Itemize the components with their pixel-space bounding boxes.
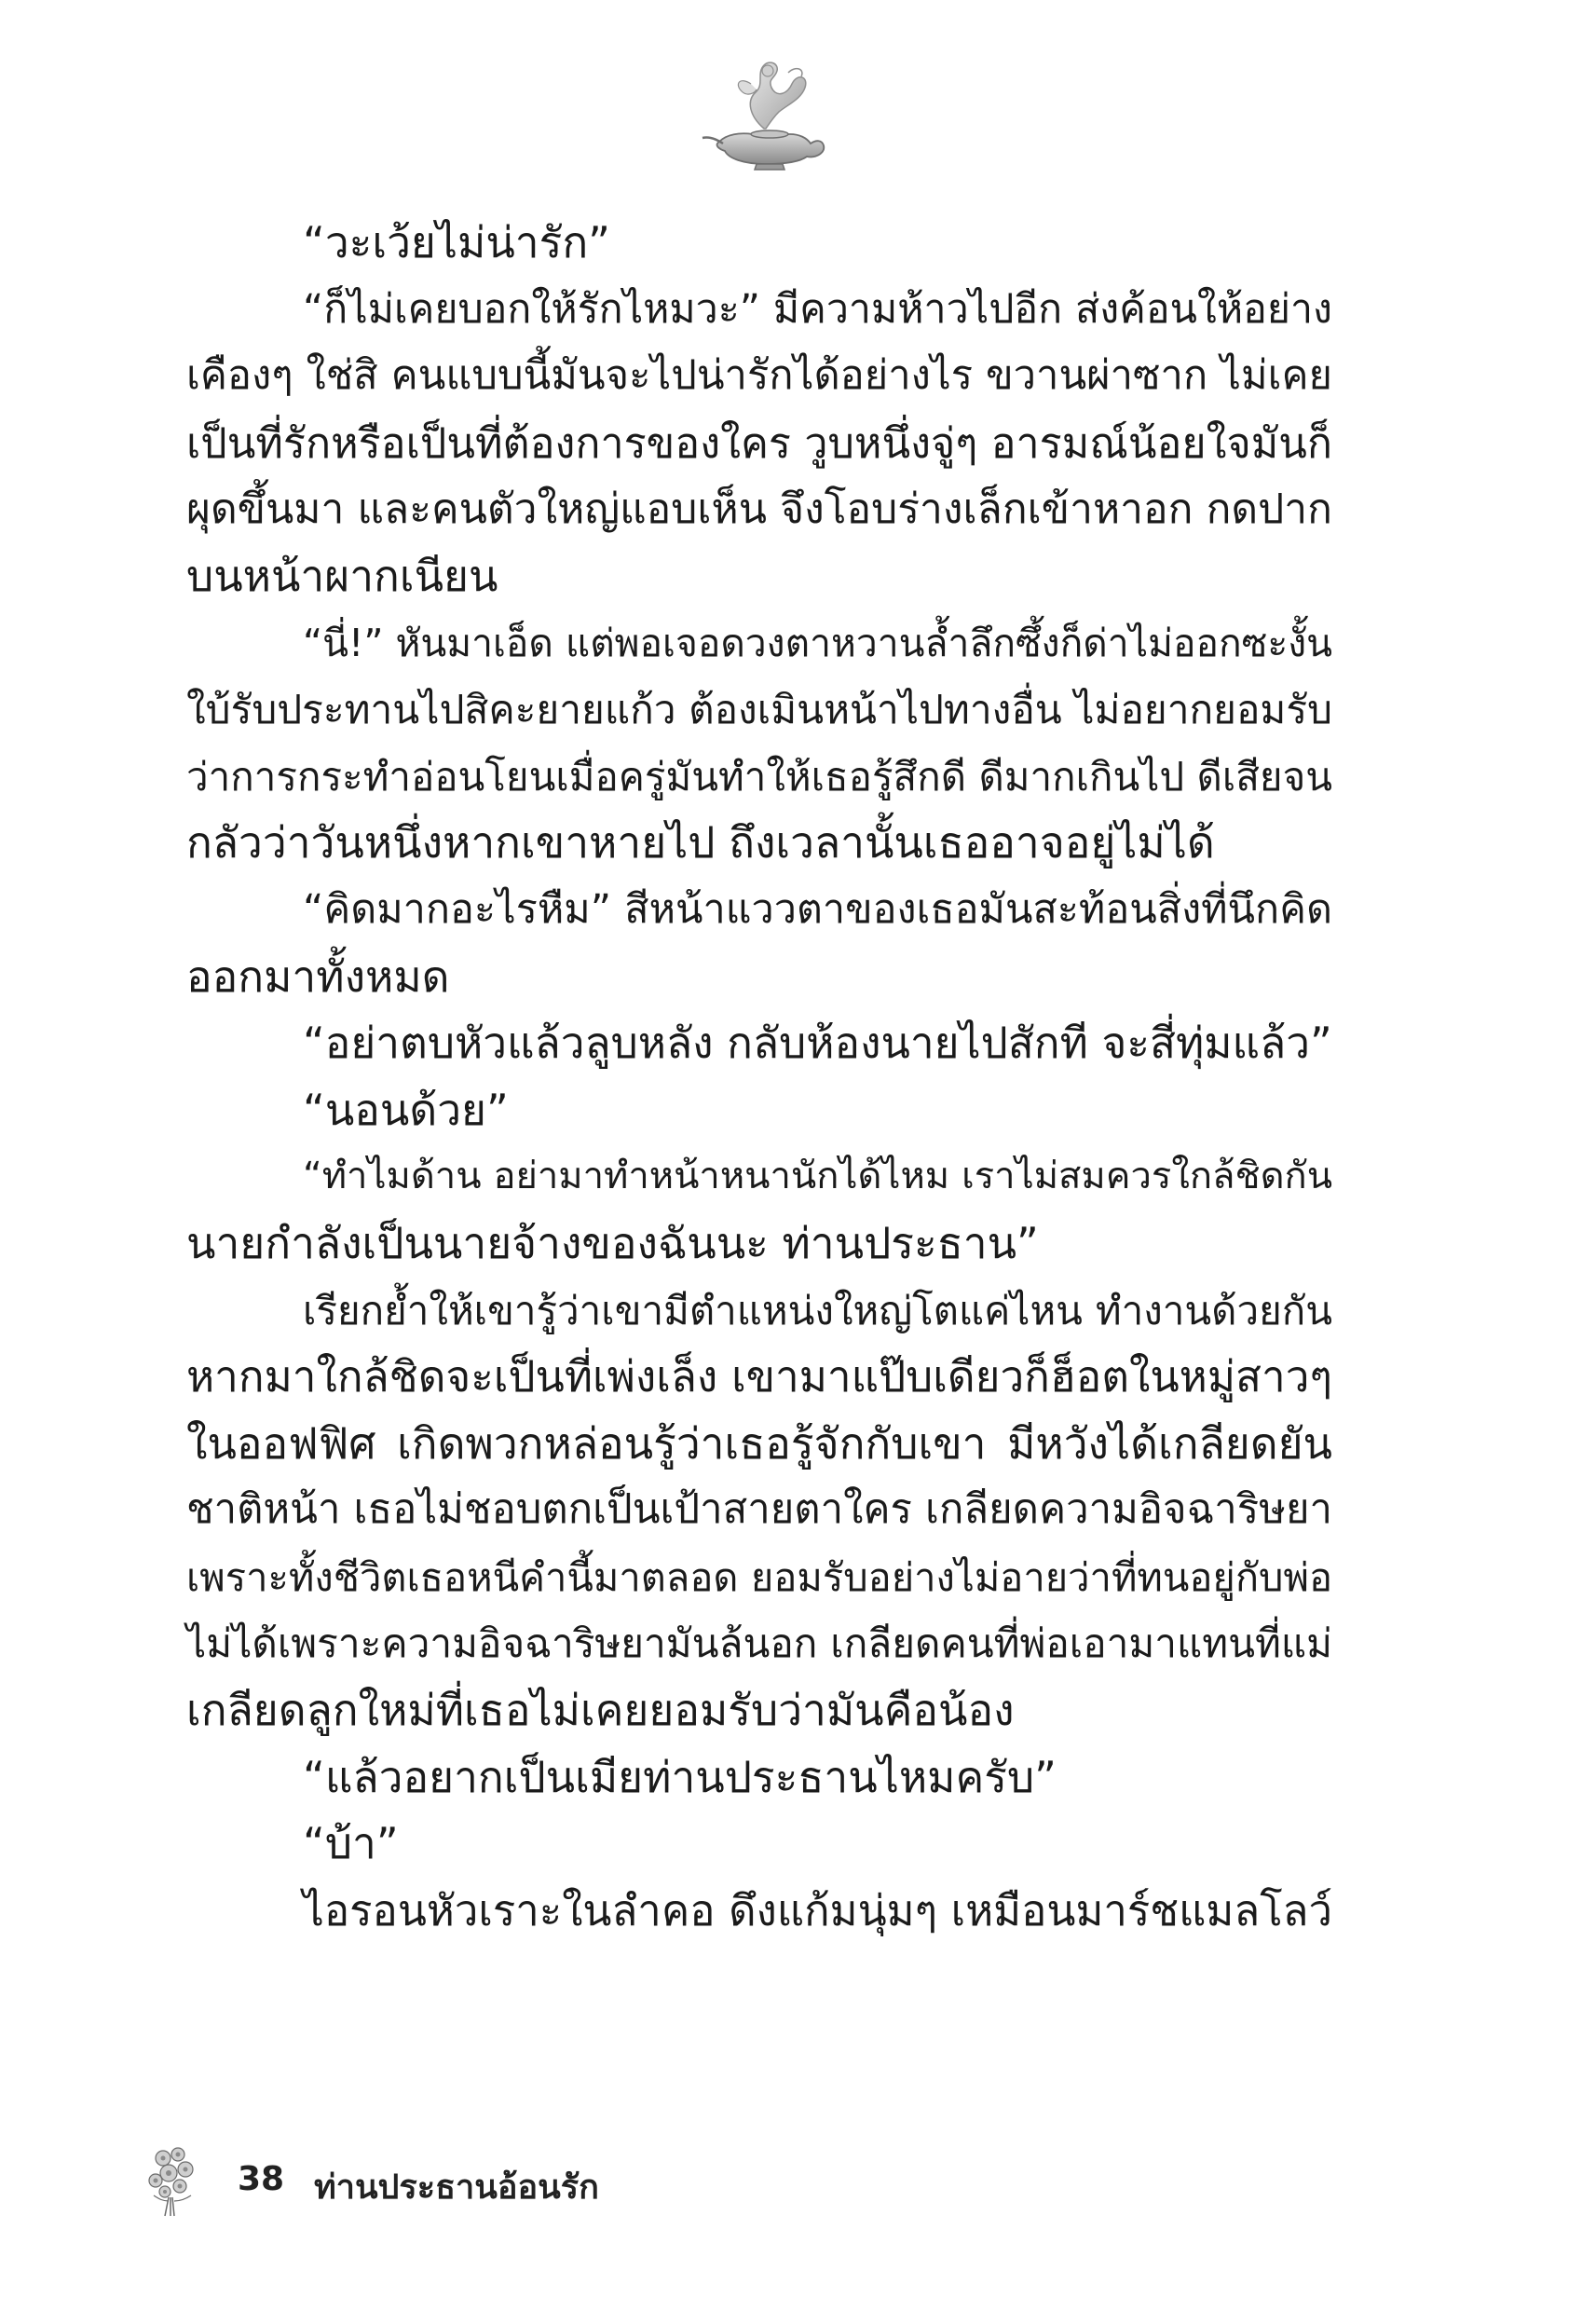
text-line: ผุดขึ้นมา และคนตัวใหญ่แอบเห็น จึงโอบร่างเล็กเข้าหาอก กดปาก xyxy=(186,485,1332,534)
text-line: ใบ้รับประทานไปสิคะยายแก้ว ต้องเมินหน้าไปทางอื่น ไม่อยากยอมรับ xyxy=(186,687,1332,733)
text-line: “คิดมากอะไรหืม” สีหน้าแววตาของเธอมันสะท้อนสิ่งที่นึกคิด xyxy=(303,885,1332,933)
text-line: เกลียดลูกใหม่ที่เธอไม่เคยยอมรับว่ามันคือน้อง xyxy=(186,1685,1015,1736)
page-footer xyxy=(144,2143,703,2227)
text-line: นายกำลังเป็นนายจ้างของฉันนะ ท่านประธาน” xyxy=(186,1217,1039,1268)
text-line: ชาติหน้า เธอไม่ชอบตกเป็นเป้าสายตาใคร เกลียดความอิจฉาริษยา xyxy=(186,1486,1332,1534)
text-line: “แล้วอยากเป็นเมียท่านประธานไหมครับ” xyxy=(303,1751,1057,1802)
page-number: 38 xyxy=(238,2160,285,2198)
text-line: “วะเว้ยไม่น่ารัก” xyxy=(303,217,610,267)
text-line: ไอรอนหัวเราะในลำคอ ดึงแก้มนุ่มๆ เหมือนมาร์ชแมลโลว์ xyxy=(303,1885,1332,1935)
text-line: ว่าการกระทำอ่อนโยนเมื่อครู่มันทำให้เธอรู้สึกดี ดีมากเกินไป ดีเสียจน xyxy=(186,753,1332,800)
text-line: ไม่ได้เพราะความอิจฉาริษยามันล้นอก เกลียดคนที่พ่อเอามาแทนที่แม่ xyxy=(186,1620,1332,1667)
text-line: “นอนด้วย” xyxy=(303,1084,509,1135)
body-text xyxy=(186,210,1332,1944)
text-line: เรียกย้ำให้เขารู้ว่าเขามีตำแหน่งใหญ่โตแค่ไหน ทำงานด้วยกัน xyxy=(303,1287,1332,1333)
text-line: ออกมาทั้งหมด xyxy=(186,950,450,1002)
text-line: เพราะทั้งชีวิตเธอหนีคำนี้มาตลอด ยอมรับอย่างไม่อายว่าที่ทนอยู่กับพ่อ xyxy=(186,1553,1332,1600)
text-line: “นี่!” หันมาเอ็ด แต่พอเจอดวงตาหวานล้ำลึกซึ้งก็ด่าไม่ออกซะงั้น xyxy=(303,620,1332,665)
text-line: “อย่าตบหัวแล้วลูบหลัง กลับห้องนายไปสักที จะสี่ทุ่มแล้ว” xyxy=(303,1018,1332,1069)
text-line: ในออฟฟิศ เกิดพวกหล่อนรู้ว่าเธอรู้จักกับเขา มีหวังได้เกลียดยัน xyxy=(186,1417,1332,1469)
text-line: เคืองๆ ใช่สิ คนแบบนี้มันจะไปน่ารักได้อย่างไร ขวานผ่าซาก ไม่เคย xyxy=(186,352,1332,400)
book-title: ท่านประธานอ้อนรัก xyxy=(314,2168,599,2207)
text-line: “บ้า” xyxy=(303,1818,399,1869)
text-line: “ทำไมด้าน อย่ามาทำหน้าหนานักได้ไหม เราไม่สมควรใกล้ชิดกัน xyxy=(303,1155,1332,1198)
text-line: บนหน้าผากเนียน xyxy=(186,550,498,601)
text-line: กลัวว่าวันหนึ่งหากเขาหายไป ถึงเวลานั้นเธออาจอยู่ไม่ได้ xyxy=(186,817,1215,868)
flower-bouquet-icon xyxy=(144,2143,200,2218)
text-line: เป็นที่รักหรือเป็นที่ต้องการของใคร วูบหนึ่งจู่ๆ อารมณ์น้อยใจมันก็ xyxy=(186,417,1332,468)
text-line: หากมาใกล้ชิดจะเป็นที่เพ่งเล็ง เขามาแป๊บเดียวก็ฮ็อตในหมู่สาวๆ xyxy=(186,1351,1332,1402)
magic-lamp-fairy-icon xyxy=(699,56,829,172)
text-line: “ก็ไม่เคยบอกให้รักไหมวะ” มีความห้าวไปอีก ส่งค้อนให้อย่าง xyxy=(303,285,1332,333)
